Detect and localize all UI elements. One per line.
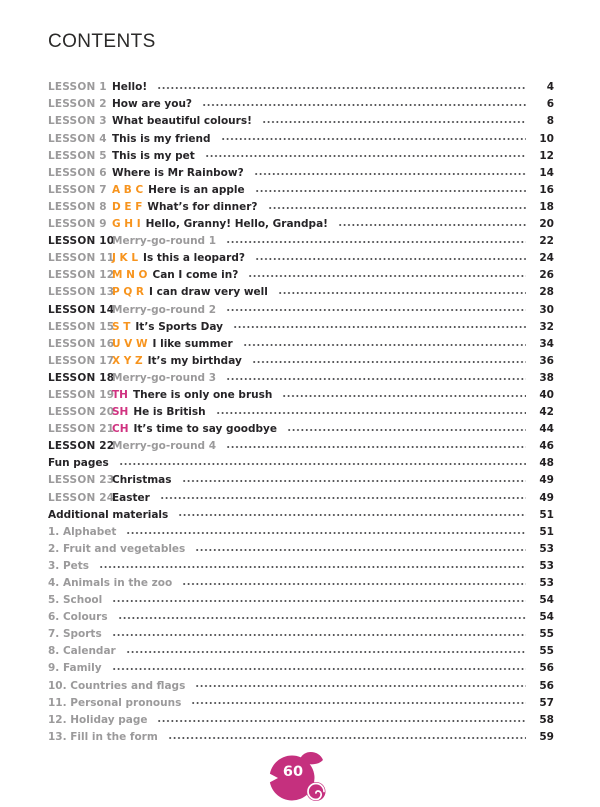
title-prefix: U V W (112, 337, 148, 350)
title-prefix: M N O (112, 269, 148, 282)
toc-row (48, 472, 554, 489)
entry-title: Fun pages (48, 457, 109, 470)
entry-title: Hello! (112, 81, 148, 94)
entry-page-number: 8 (546, 115, 554, 128)
lesson-label: LESSON 1 (48, 81, 107, 94)
entry-title: 3. Pets (48, 559, 90, 572)
dot-leader (178, 506, 526, 523)
toc-row (48, 404, 554, 421)
toc-row (48, 729, 554, 746)
dot-leader (195, 541, 526, 558)
page-number-badge (260, 748, 338, 806)
entry-page-number: 14 (539, 166, 554, 179)
dot-leader (278, 284, 526, 301)
dot-leader (254, 164, 526, 181)
entry-title: He is British (133, 406, 206, 419)
dot-leader (157, 711, 526, 728)
toc-row (48, 523, 554, 540)
toc-row (48, 284, 554, 301)
entry-title: Can I come in? (152, 269, 239, 282)
entry-page-number: 56 (539, 662, 554, 675)
dot-leader (202, 96, 526, 113)
title-prefix: A B C (112, 183, 144, 196)
entry-page-number: 57 (539, 696, 554, 709)
entry-title: Merry-go-round 2 (112, 303, 217, 316)
dot-leader (262, 113, 526, 130)
entry-page-number: 53 (539, 542, 554, 555)
dot-leader (233, 318, 526, 335)
title-prefix: TH (112, 388, 128, 401)
entry-page-number: 54 (539, 611, 554, 624)
entry-title: 6. Colours (48, 611, 108, 624)
entry-title: I can draw very well (149, 286, 268, 299)
entry-page-number: 51 (539, 525, 554, 538)
entry-page-number: 59 (539, 730, 554, 743)
lesson-label: LESSON 17 (48, 354, 115, 367)
page-title: CONTENTS (48, 31, 156, 52)
entry-page-number: 36 (539, 354, 554, 367)
dot-leader (287, 421, 526, 438)
toc-row (48, 216, 554, 233)
dot-leader (191, 694, 526, 711)
dot-leader (157, 79, 526, 96)
entry-page-number: 10 (539, 132, 554, 145)
dot-leader (252, 353, 526, 370)
entry-title: It’s Sports Day (135, 320, 223, 333)
dot-leader (112, 626, 526, 643)
toc-row (48, 592, 554, 609)
entry-page-number: 38 (539, 371, 554, 384)
entry-page-number: 53 (539, 577, 554, 590)
entry-page-number: 51 (539, 508, 554, 521)
toc-row (48, 626, 554, 643)
entry-title: Christmas (112, 474, 172, 487)
entry-page-number: 22 (539, 235, 554, 248)
title-prefix: S T (112, 320, 131, 333)
title-prefix: G H I (112, 218, 141, 231)
lesson-label: LESSON 2 (48, 98, 107, 111)
toc-row (48, 164, 554, 181)
entry-title: How are you? (112, 98, 193, 111)
entry-title: Easter (112, 491, 150, 504)
title-prefix: J K L (112, 252, 139, 265)
toc-row (48, 233, 554, 250)
title-prefix: CH (112, 423, 129, 436)
entry-page-number: 49 (539, 474, 554, 487)
toc-row (48, 455, 554, 472)
entry-page-number: 30 (539, 303, 554, 316)
entry-page-number: 20 (539, 218, 554, 231)
dot-leader (226, 438, 526, 455)
dot-leader (99, 558, 526, 575)
dot-leader (255, 250, 526, 267)
dot-leader (112, 592, 526, 609)
entry-page-number: 49 (539, 491, 554, 504)
entry-title: This is my friend (112, 132, 211, 145)
lesson-label: LESSON 3 (48, 115, 107, 128)
dot-leader (282, 387, 526, 404)
dot-leader (160, 489, 526, 506)
lesson-label: LESSON 18 (48, 371, 115, 384)
entry-page-number: 24 (539, 252, 554, 265)
lesson-label: LESSON 24 (48, 491, 115, 504)
toc-row (48, 147, 554, 164)
dot-leader (126, 643, 526, 660)
lesson-label: LESSON 4 (48, 132, 107, 145)
toc-row (48, 711, 554, 728)
toc-row (48, 609, 554, 626)
entry-page-number: 26 (539, 269, 554, 282)
entry-title: It’s time to say goodbye (133, 423, 277, 436)
lesson-label: LESSON 7 (48, 183, 107, 196)
entry-page-number: 12 (539, 149, 554, 162)
dot-leader (221, 130, 526, 147)
entry-page-number: 6 (546, 98, 554, 111)
toc-row (48, 301, 554, 318)
lesson-label: LESSON 6 (48, 166, 107, 179)
lesson-label: LESSON 5 (48, 149, 107, 162)
lesson-label: LESSON 20 (48, 406, 115, 419)
entry-page-number: 18 (539, 200, 554, 213)
toc-row (48, 643, 554, 660)
entry-title: 7. Sports (48, 628, 102, 641)
dot-leader (168, 729, 526, 746)
entry-title: 11. Personal pronouns (48, 696, 182, 709)
toc-row (48, 318, 554, 335)
title-prefix: D E F (112, 200, 143, 213)
lesson-label: LESSON 11 (48, 252, 115, 265)
toc-row (48, 96, 554, 113)
entry-page-number: 55 (539, 645, 554, 658)
entry-page-number: 48 (539, 457, 554, 470)
entry-title: It’s my birthday (147, 354, 242, 367)
entry-page-number: 16 (539, 183, 554, 196)
toc-row (48, 506, 554, 523)
footer-page-number: 60 (282, 764, 304, 780)
toc-row (48, 558, 554, 575)
lesson-label: LESSON 14 (48, 303, 115, 316)
dot-leader (205, 147, 526, 164)
lesson-label: LESSON 16 (48, 337, 115, 350)
dot-leader (248, 267, 526, 284)
dot-leader (182, 472, 526, 489)
dot-leader (243, 335, 526, 352)
toc-row (48, 660, 554, 677)
entry-title: 12. Holiday page (48, 713, 148, 726)
toc-row (48, 387, 554, 404)
dot-leader (216, 404, 526, 421)
entry-page-number: 58 (539, 713, 554, 726)
entry-title: Merry-go-round 1 (112, 235, 217, 248)
lesson-label: LESSON 8 (48, 200, 107, 213)
entry-title: What beautiful colours! (112, 115, 252, 128)
toc-list (48, 79, 554, 746)
lesson-label: LESSON 23 (48, 474, 115, 487)
title-prefix: SH (112, 406, 129, 419)
dot-leader (182, 575, 526, 592)
entry-title: There is only one brush (132, 388, 273, 401)
entry-title: Is this a leopard? (143, 252, 245, 265)
title-prefix: P Q R (112, 286, 145, 299)
entry-page-number: 40 (539, 388, 554, 401)
dot-leader (195, 677, 526, 694)
entry-title: 5. School (48, 594, 103, 607)
dot-leader (119, 455, 526, 472)
dot-leader (112, 660, 526, 677)
entry-page-number: 34 (539, 337, 554, 350)
lesson-label: LESSON 15 (48, 320, 115, 333)
entry-title: 13. Fill in the form (48, 730, 158, 743)
toc-row (48, 79, 554, 96)
dot-leader (226, 301, 526, 318)
entry-page-number: 55 (539, 628, 554, 641)
entry-title: 9. Family (48, 662, 102, 675)
entry-page-number: 4 (546, 81, 554, 94)
dot-leader (226, 233, 526, 250)
toc-row (48, 438, 554, 455)
entry-page-number: 28 (539, 286, 554, 299)
dot-leader (226, 370, 526, 387)
entry-title: Merry-go-round 4 (112, 440, 217, 453)
toc-row (48, 575, 554, 592)
dot-leader (118, 609, 526, 626)
lesson-label: LESSON 10 (48, 235, 115, 248)
entry-page-number: 42 (539, 406, 554, 419)
lesson-label: LESSON 22 (48, 440, 115, 453)
lesson-label: LESSON 9 (48, 218, 107, 231)
entry-title: This is my pet (112, 149, 195, 162)
entry-page-number: 44 (539, 423, 554, 436)
lesson-label: LESSON 19 (48, 388, 115, 401)
toc-row (48, 421, 554, 438)
lesson-label: LESSON 13 (48, 286, 115, 299)
toc-row (48, 182, 554, 199)
entry-title: 2. Fruit and vegetables (48, 542, 186, 555)
entry-page-number: 53 (539, 559, 554, 572)
entry-page-number: 32 (539, 320, 554, 333)
entry-title: 10. Countries and flags (48, 679, 186, 692)
entry-title: Here is an apple (148, 183, 245, 196)
entry-title: Hello, Granny! Hello, Grandpa! (145, 218, 328, 231)
toc-row (48, 694, 554, 711)
toc-row (48, 677, 554, 694)
entry-title: I like summer (152, 337, 233, 350)
toc-row (48, 113, 554, 130)
lesson-label: LESSON 21 (48, 423, 115, 436)
dot-leader (268, 199, 526, 216)
entry-page-number: 54 (539, 594, 554, 607)
title-prefix: X Y Z (112, 354, 143, 367)
toc-row (48, 199, 554, 216)
toc-row (48, 130, 554, 147)
dot-leader (255, 182, 526, 199)
toc-row (48, 489, 554, 506)
lesson-label: LESSON 12 (48, 269, 115, 282)
entry-page-number: 56 (539, 679, 554, 692)
entry-title: Where is Mr Rainbow? (112, 166, 244, 179)
toc-row (48, 370, 554, 387)
entry-title: 4. Animals in the zoo (48, 577, 173, 590)
entry-title: 1. Alphabet (48, 525, 117, 538)
toc-row (48, 267, 554, 284)
toc-row (48, 353, 554, 370)
dot-leader (338, 216, 526, 233)
dot-leader (126, 523, 526, 540)
entry-title: Merry-go-round 3 (112, 371, 217, 384)
entry-title: 8. Calendar (48, 645, 116, 658)
toc-row (48, 541, 554, 558)
entry-page-number: 46 (539, 440, 554, 453)
entry-title: Additional materials (48, 508, 169, 521)
entry-title: What’s for dinner? (147, 200, 258, 213)
toc-row (48, 250, 554, 267)
toc-row (48, 335, 554, 352)
